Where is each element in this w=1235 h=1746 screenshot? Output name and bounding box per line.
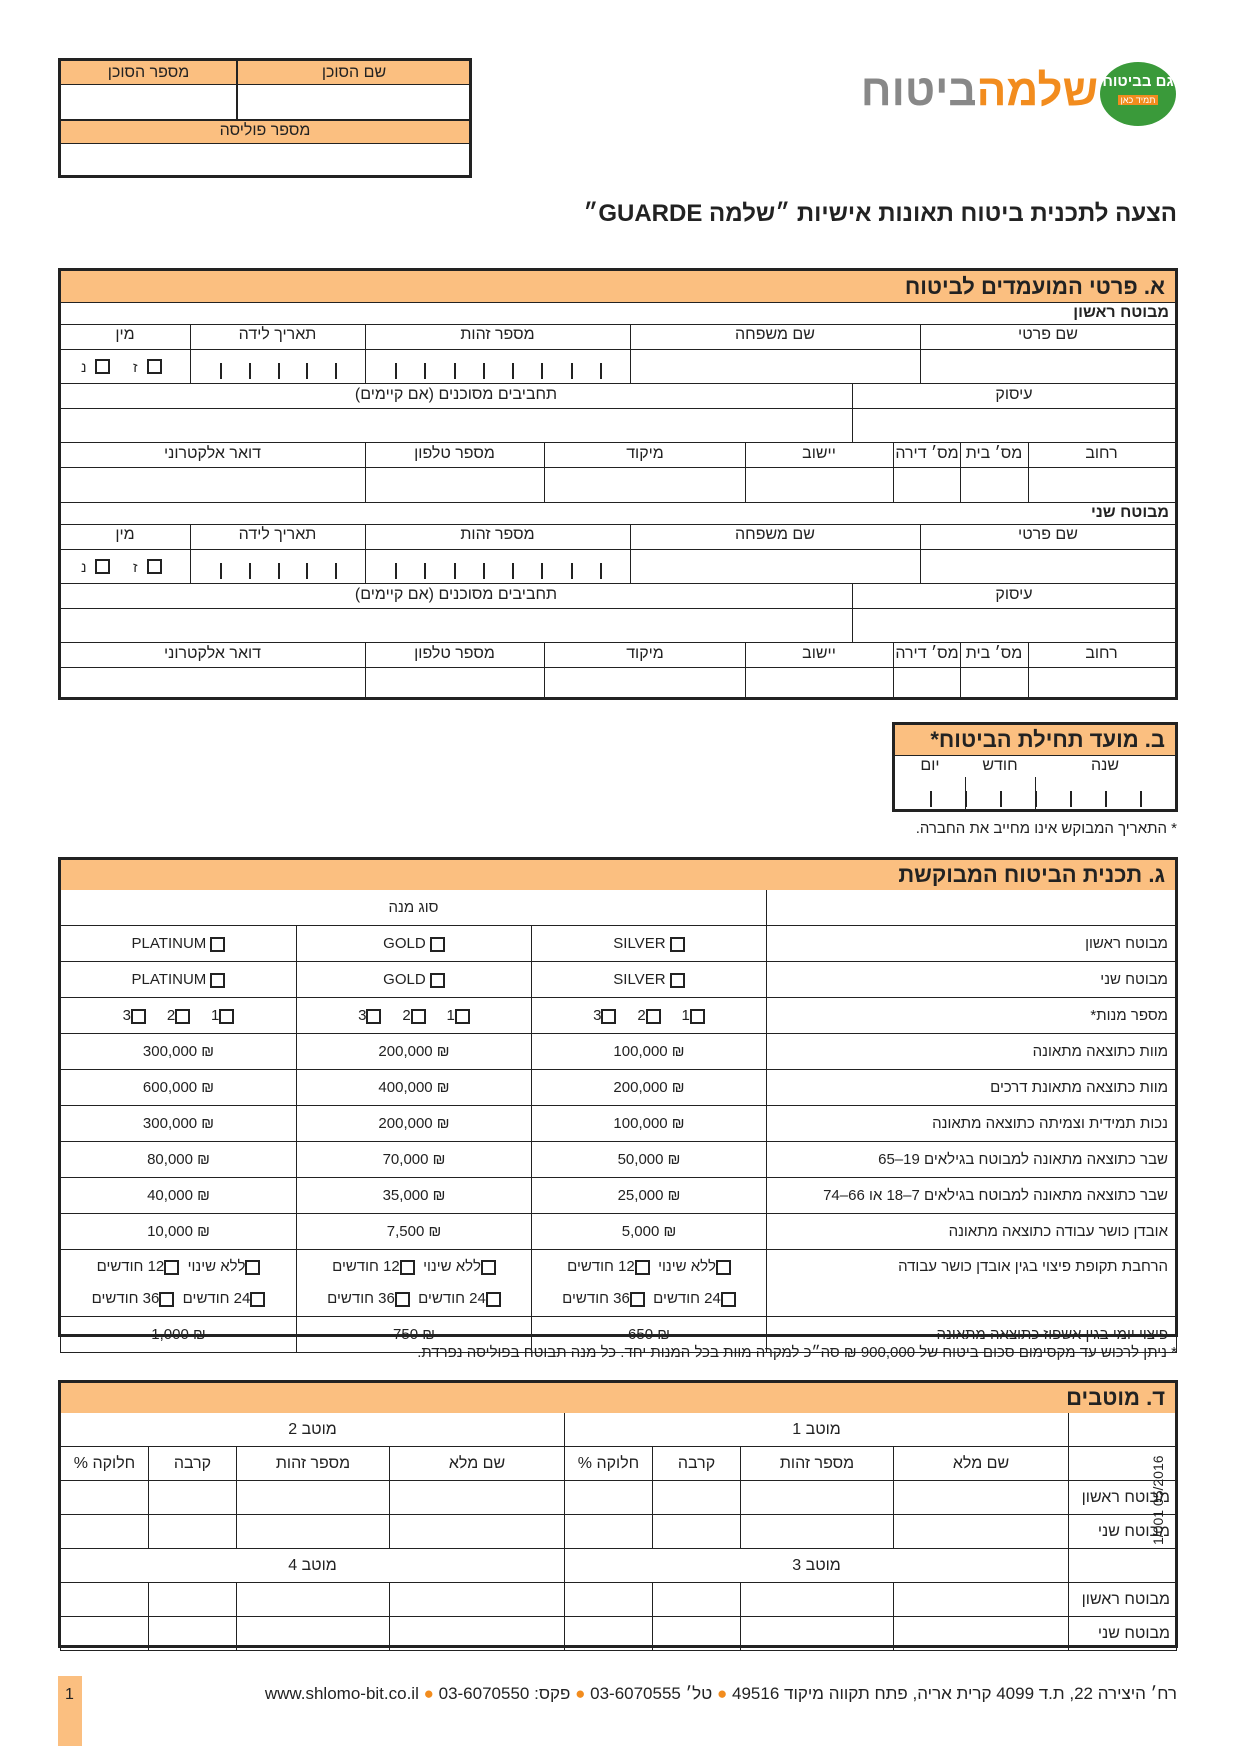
zip-label: מיקוד — [626, 445, 664, 462]
units-silver[interactable]: 3 2 1 — [532, 998, 767, 1034]
street-label: רחוב — [1085, 445, 1118, 462]
section-d-header: ד. מוטבים — [61, 1383, 1175, 1413]
hobbies-label: תחביבים מסוכנים (אם קיימים) — [354, 386, 558, 403]
beneficiary1-label: מוטב 1 — [565, 1413, 1069, 1447]
tier-silver-1[interactable]: SILVER — [532, 926, 767, 962]
phone-label-2: מספר טלפון — [414, 645, 495, 662]
apt-no-label-2: מס׳ דירה — [895, 645, 959, 662]
insured1-label: מבוטח ראשון — [1073, 304, 1169, 321]
occupation-label: עיסוק — [995, 386, 1033, 403]
units-platinum[interactable]: 3 2 1 — [61, 998, 297, 1034]
insured2-label: מבוטח שני — [1091, 504, 1169, 521]
table-row: 300,000 ₪ 200,000 ₪ 100,000 ₪ נכות תמידית וצמיתה כתוצאה מתאונה — [61, 1106, 1177, 1142]
logo — [860, 60, 1180, 130]
logo-text-gray: ביטוח — [860, 66, 977, 115]
agent-number-label: מספר הסוכן — [107, 64, 190, 81]
digit-separator — [1070, 791, 1072, 807]
beneficiary4-label: מוטב 4 — [61, 1549, 565, 1583]
house-no-label-2: מס׳ בית — [965, 645, 1023, 662]
section-a-header: א. פרטי המועמדים לביטוח — [61, 271, 1175, 302]
digit-separator — [541, 563, 543, 579]
first-name-label: שם פרטי — [1018, 326, 1078, 343]
unit-type-label: סוג מנה — [61, 890, 767, 926]
section-c — [58, 857, 1178, 1343]
digit-separator — [454, 363, 456, 379]
digit-separator — [220, 363, 222, 379]
table-row: 40,000 ₪ 35,000 ₪ 25,000 ₪ שבר כתוצאה מתאונה למבוטח בגילאים 7–18 או 66–74 — [61, 1178, 1177, 1214]
agent-name-field[interactable] — [239, 85, 469, 119]
digit-separator — [249, 563, 251, 579]
zip-label-2: מיקוד — [626, 645, 664, 662]
section-c-note: * ניתן לרכוש עד מקסימום סכום ביטוח של 900,000 ₪ סה״כ למקרה מוות בכל המנות יחד. כל מנה תבוטח בפוליסה נפרדת. — [417, 1344, 1177, 1361]
agent-number-field[interactable] — [61, 85, 236, 119]
insured2-row-label: מבוטח שני — [767, 962, 1177, 998]
table-row[interactable]: מבוטח שני — [61, 1515, 1177, 1549]
digit-separator — [424, 563, 426, 579]
city-label-2: יישוב — [802, 645, 836, 662]
extension-label: הרחבת תקופת פיצוי בגין אובדן כושר עבודה — [767, 1250, 1177, 1317]
policy-number-label: מספר פוליסה — [219, 122, 311, 139]
digit-separator — [249, 363, 251, 379]
digit-separator — [571, 563, 573, 579]
last-name-label: שם משפחה — [735, 326, 815, 343]
female-checkbox-2[interactable] — [95, 559, 110, 574]
birth-date-boxes-2[interactable] — [191, 551, 364, 581]
id-digit-boxes-2[interactable] — [366, 551, 629, 581]
beneficiary2-label: מוטב 2 — [61, 1413, 565, 1447]
male-checkbox[interactable] — [147, 359, 162, 374]
tier-platinum-2[interactable]: PLATINUM — [61, 962, 297, 998]
digit-separator — [278, 563, 280, 579]
insured1-row-label: מבוטח ראשון — [767, 926, 1177, 962]
section-c-header: ג. תכנית הביטוח המבוקשת — [61, 860, 1175, 890]
digit-separator — [541, 363, 543, 379]
digit-separator — [220, 563, 222, 579]
digit-separator — [335, 563, 337, 579]
table-row: 10,000 ₪ 7,500 ₪ 5,000 ₪ אובדן כושר עבודה כתוצאה מתאונה — [61, 1214, 1177, 1250]
digit-separator — [512, 363, 514, 379]
last-name-label-2: שם משפחה — [735, 526, 815, 543]
house-no-label: מס׳ בית — [965, 445, 1023, 462]
logo-text-orange: שלמה — [976, 66, 1098, 115]
birth-date-label-2: תאריך לידה — [238, 526, 317, 543]
female-checkbox[interactable] — [95, 359, 110, 374]
footer-fax: פקס: 03-6070550 — [438, 1684, 571, 1703]
start-date-field[interactable] — [895, 777, 1175, 809]
footer-website[interactable]: www.shlomo-bit.co.il — [264, 1684, 419, 1703]
extension-silver[interactable]: ללא שינוי 12 חודשים 24 חודשים 36 חודשים — [532, 1250, 767, 1317]
section-a — [58, 268, 1178, 700]
gender-label: מין — [115, 326, 135, 343]
table-row: 300,000 ₪ 200,000 ₪ 100,000 ₪ מוות כתוצאה מתאונה — [61, 1034, 1177, 1070]
digit-separator — [454, 563, 456, 579]
section-b-note: * התאריך המבוקש אינו מחייב את החברה. — [915, 820, 1177, 837]
phone-label: מספר טלפון — [414, 445, 495, 462]
units-gold[interactable]: 3 2 1 — [297, 998, 532, 1034]
section-b-header: ב. מועד תחילת הביטוח* — [895, 725, 1175, 755]
daily-label: פיצוי יומי בגין אשפוז כתוצאה מתאונה — [767, 1317, 1177, 1353]
id-number-label: מספר זהות — [460, 326, 535, 343]
table-row: 1,000 ₪ 750 ₪ 650 ₪ פיצוי יומי בגין אשפוז כתוצאה מתאונה — [61, 1317, 1177, 1353]
digit-separator — [965, 791, 967, 807]
section-b — [892, 722, 1178, 812]
table-row[interactable]: מבוטח ראשון — [61, 1481, 1177, 1515]
first-name-label-2: שם פרטי — [1018, 526, 1078, 543]
id-digit-boxes[interactable] — [366, 351, 629, 381]
street-label-2: רחוב — [1085, 645, 1118, 662]
occupation-label-2: עיסוק — [995, 586, 1033, 603]
digit-separator — [1000, 791, 1002, 807]
hobbies-label-2: תחביבים מסוכנים (אם קיימים) — [354, 586, 558, 603]
email-label: דואר אלקטרוני — [163, 445, 262, 462]
table-row[interactable]: מבוטח שני — [61, 1617, 1177, 1651]
email-label-2: דואר אלקטרוני — [163, 645, 262, 662]
page-title: הצעה לתכנית ביטוח תאונות אישיות ״שלמה GUARDE״ — [583, 200, 1177, 227]
birth-date-boxes[interactable] — [191, 351, 364, 381]
gender-label-2: מין — [115, 526, 135, 543]
digit-separator — [483, 563, 485, 579]
table-row: 80,000 ₪ 70,000 ₪ 50,000 ₪ שבר כתוצאה מתאונה למבוטח בגילאים 19–65 — [61, 1142, 1177, 1178]
day-label: יום — [920, 757, 940, 774]
digit-separator — [930, 791, 932, 807]
page-number-tab: 1 — [58, 1676, 82, 1746]
digit-separator — [395, 563, 397, 579]
digit-separator — [1140, 791, 1142, 807]
footer-address: רח׳ היצירה 22, ת.ד 4099 קרית אריה, פתח תקווה מיקוד 49516 — [732, 1684, 1177, 1703]
digit-separator — [306, 363, 308, 379]
digit-separator — [1035, 791, 1037, 807]
tier-gold-1[interactable]: GOLD — [297, 926, 532, 962]
year-label: שנה — [1090, 757, 1120, 774]
gender-options: נ ז — [61, 357, 189, 379]
footer-contact: רח׳ היצירה 22, ת.ד 4099 קרית אריה, פתח תקווה מיקוד 49516 ● טל׳ 03-6070555 ● פקס: 03-6070550 ● www.shlomo-bit.co.il — [264, 1684, 1177, 1703]
digit-separator — [306, 563, 308, 579]
digit-separator — [395, 363, 397, 379]
digit-separator — [600, 563, 602, 579]
agent-name-label: שם הסוכן — [321, 64, 387, 81]
apt-no-label: מס׳ דירה — [895, 445, 959, 462]
units-label: מספר מנות* — [767, 998, 1177, 1034]
table-row[interactable]: מבוטח ראשון — [61, 1583, 1177, 1617]
digit-separator — [335, 363, 337, 379]
city-label: יישוב — [802, 445, 836, 462]
digit-separator — [424, 363, 426, 379]
extension-platinum[interactable]: ללא שינוי 12 חודשים 24 חודשים 36 חודשים — [61, 1250, 297, 1317]
form-code: 1/001 05/2016 — [1150, 1455, 1166, 1545]
digit-separator — [600, 363, 602, 379]
gender-options-2: נ ז — [61, 557, 189, 579]
digit-separator — [278, 363, 280, 379]
footer-phone: טל׳ 03-6070555 — [590, 1684, 713, 1703]
agent-box — [58, 58, 472, 178]
digit-separator — [1105, 791, 1107, 807]
logo-badge-icon: גם בביטוח תמיד כאן — [1100, 62, 1176, 126]
tier-silver-2[interactable]: SILVER — [532, 962, 767, 998]
beneficiary3-label: מוטב 3 — [565, 1549, 1069, 1583]
extension-gold[interactable]: ללא שינוי 12 חודשים 24 חודשים 36 חודשים — [297, 1250, 532, 1317]
table-row: 600,000 ₪ 400,000 ₪ 200,000 ₪ מוות כתוצאה מתאונת דרכים — [61, 1070, 1177, 1106]
month-label: חודש — [982, 757, 1018, 774]
section-d: ד. מוטבים מוטב 2 מוטב 1 % חלוקה קרבה מספר זהות שם מלא % חלוקה קרבה מספר זהות שם מלא מבוטח ראשון מבוטח שני מוטב 4 מוטב 3 מבוטח ראשון מבוטח שני — [58, 1380, 1178, 1648]
digit-separator — [571, 363, 573, 379]
tier-platinum-1[interactable]: PLATINUM — [61, 926, 297, 962]
policy-number-field[interactable] — [61, 144, 469, 175]
birth-date-label: תאריך לידה — [238, 326, 317, 343]
digit-separator — [483, 363, 485, 379]
male-checkbox-2[interactable] — [147, 559, 162, 574]
tier-gold-2[interactable]: GOLD — [297, 962, 532, 998]
digit-separator — [512, 563, 514, 579]
id-number-label-2: מספר זהות — [460, 526, 535, 543]
